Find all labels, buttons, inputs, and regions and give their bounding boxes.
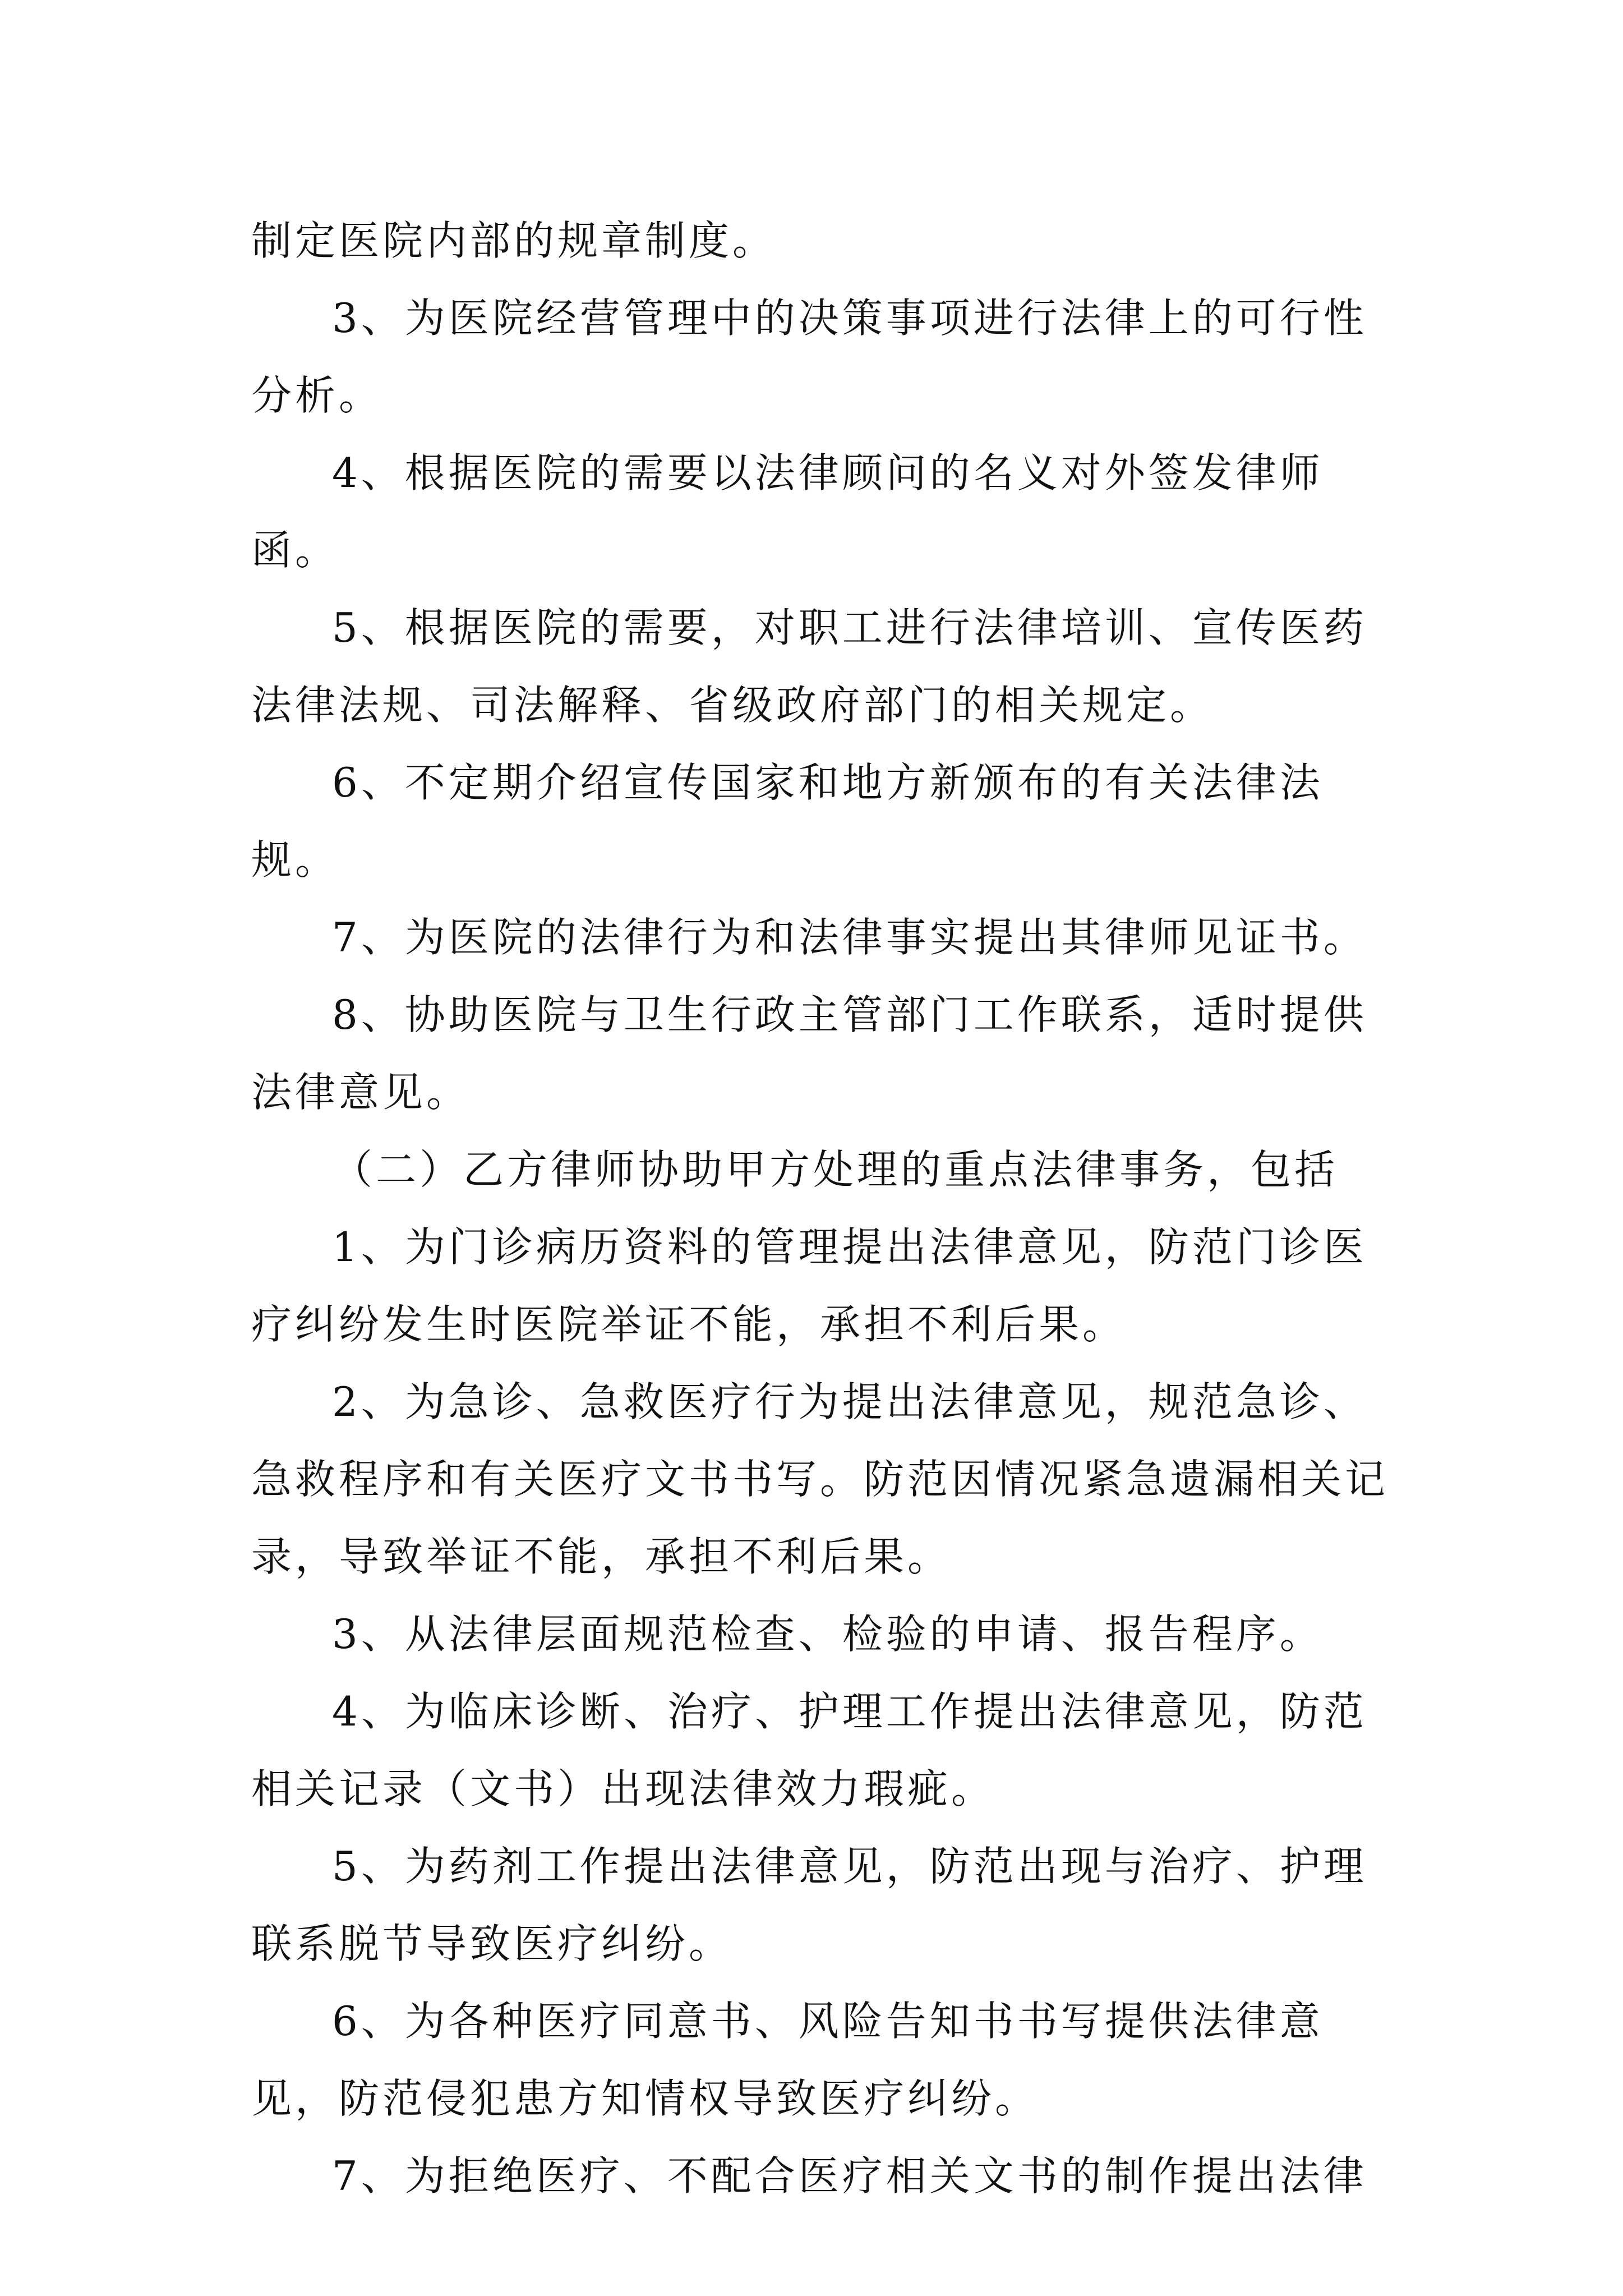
paragraph: 8、协助医院与卫生行政主管部门工作联系，适时提供法律意见。 [251, 991, 1367, 1116]
paragraph: 1、为门诊病历资料的管理提出法律意见，防范门诊医疗纠纷发生时医院举证不能，承担不利后果。 [251, 1223, 1367, 1348]
paragraph: 5、为药剂工作提出法律意见，防范出现与治疗、护理联系脱节导致医疗纠纷。 [251, 1843, 1367, 1967]
paragraph: 7、为拒绝医疗、不配合医疗相关文书的制作提出法律 [332, 2152, 1367, 2200]
paragraph: 3、从法律层面规范检查、检验的申请、报告程序。 [332, 1611, 1324, 1658]
paragraph: 7、为医院的法律行为和法律事实提出其律师见证书。 [332, 914, 1367, 961]
paragraph: 4、为临床诊断、治疗、护理工作提出法律意见，防范相关记录（文书）出现法律效力瑕疵。 [251, 1688, 1367, 1812]
paragraph: 6、为各种医疗同意书、风险告知书书写提供法律意见，防范侵犯患方知情权导致医疗纠纷。 [251, 1998, 1324, 2122]
paragraph: 6、不定期介绍宣传国家和地方新颁布的有关法律法规。 [251, 759, 1324, 884]
paragraph: 3、为医院经营管理中的决策事项进行法律上的可行性分析。 [251, 295, 1367, 419]
paragraph: 4、根据医院的需要以法律顾问的名义对外签发律师函。 [251, 449, 1324, 574]
section-heading: （二）乙方律师协助甲方处理的重点法律事务，包括 [332, 1146, 1339, 1193]
paragraph: 2、为急诊、急救医疗行为提出法律意见，规范急诊、急救程序和有关医疗文书书写。防范因情况紧急遗漏相关记录，导致举证不能，承担不利后果。 [251, 1378, 1389, 1580]
paragraph: 5、根据医院的需要，对职工进行法律培训、宣传医药法律法规、司法解释、省级政府部门的相关规定。 [251, 604, 1367, 729]
document-body [251, 202, 1390, 2215]
paragraph: 制定医院内部的规章制度。 [251, 217, 777, 264]
